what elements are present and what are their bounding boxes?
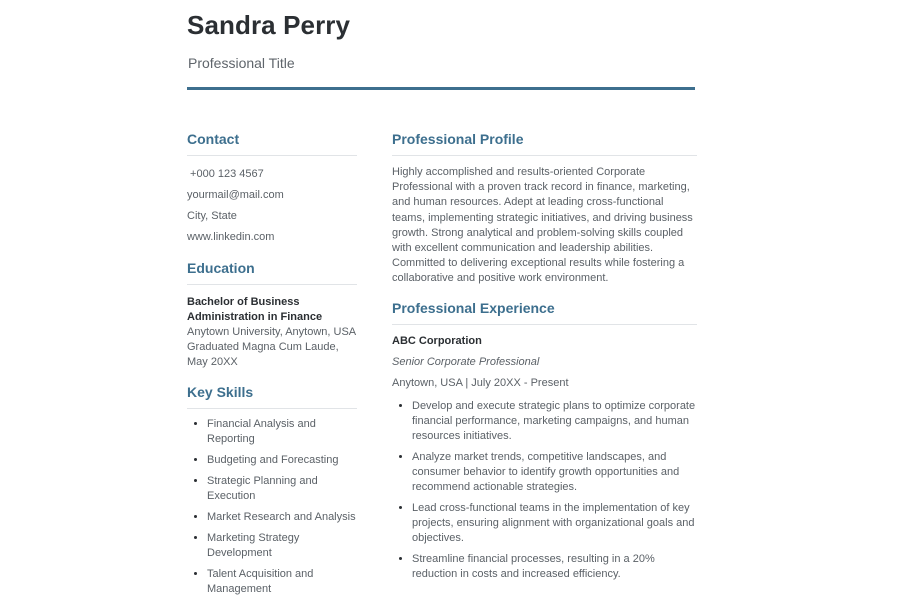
skill-item: • Talent Acquisition and Management <box>207 567 357 597</box>
experience-location-dates: Anytown, USA | July 20XX - Present <box>392 376 569 389</box>
experience-company: ABC Corporation <box>392 334 482 347</box>
contact-list <box>187 164 357 248</box>
contact-location: City, State <box>187 210 237 222</box>
left-column <box>187 131 357 603</box>
education-school: Anytown University, Anytown, USA <box>187 326 357 338</box>
experience-bullet: • Analyze market trends, competitive landscapes, and consumer behavior to identify growth opportunities and recommend actionable strategies. <box>412 450 697 495</box>
contact-heading: Contact <box>187 131 357 156</box>
experience-bullet: • Lead cross-functional teams in the implementation of key projects, ensuring alignment with organizational goals and objectives. <box>412 501 697 546</box>
right-column <box>392 131 697 588</box>
skills-heading: Key Skills <box>187 384 357 409</box>
skill-item: • Financial Analysis and Reporting <box>207 417 357 447</box>
education-heading: Education <box>187 260 357 285</box>
profile-heading: Professional Profile <box>392 131 697 156</box>
skills-list <box>187 417 357 597</box>
skill-item: • Market Research and Analysis <box>207 510 357 525</box>
experience-bullets <box>392 399 697 582</box>
experience-heading: Professional Experience <box>392 300 697 325</box>
contact-email: yourmail@mail.com <box>187 189 284 201</box>
experience-bullet: • Streamline financial processes, resulting in a 20% reduction in costs and increased efficiency. <box>412 552 697 582</box>
education-note: Graduated Magna Cum Laude, May 20XX <box>187 341 339 368</box>
experience-role: Senior Corporate Professional <box>392 355 540 368</box>
contact-phone: +000 123 4567 <box>187 168 264 180</box>
skill-item: • Strategic Planning and Execution <box>207 474 357 504</box>
skill-item: • Marketing Strategy Development <box>207 531 357 561</box>
resume-name: Sandra Perry <box>187 10 351 40</box>
header-divider <box>187 87 695 90</box>
education-degree: Bachelor of Business Administration in Finance <box>187 296 323 323</box>
profile-summary: Highly accomplished and results-oriented Corporate Professional with a proven track record in finance, marketing, and human resources. Adept at leading cross-functional teams, implementing strategic initiatives, and driving business growth. Strong analytical and problem-solving skills coupled with excellent communication and leadership abilities. Committed to delivering exceptional results while fostering a collaborative and positive work environment. <box>392 166 693 285</box>
education-entry <box>187 295 357 370</box>
professional-title: Professional Title <box>188 55 295 71</box>
skill-item: • Budgeting and Forecasting <box>207 453 357 468</box>
contact-website: www.linkedin.com <box>187 231 275 243</box>
experience-bullet: • Develop and execute strategic plans to optimize corporate financial performance, marketing campaigns, and human resources initiatives. <box>412 399 697 444</box>
